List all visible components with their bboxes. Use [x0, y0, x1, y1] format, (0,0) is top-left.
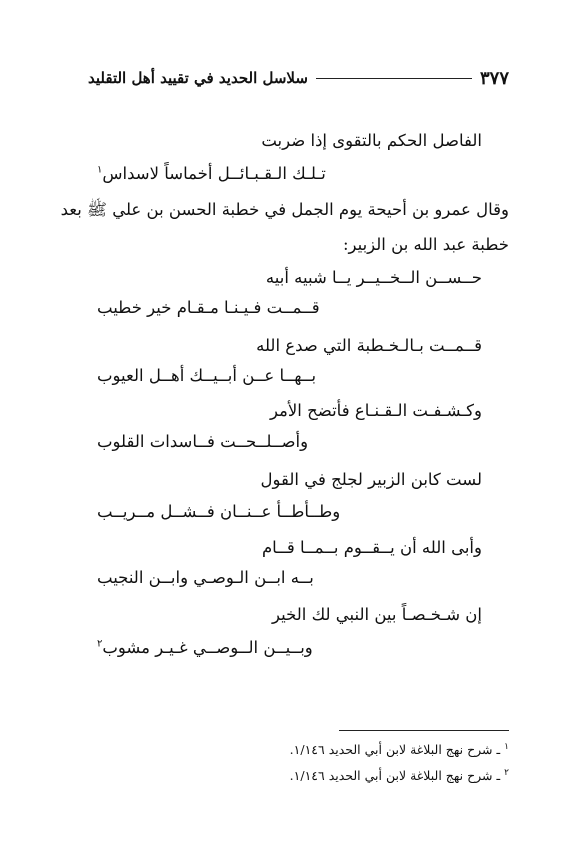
verse-second-hemistich	[97, 636, 313, 660]
footnote-number: ٢	[504, 767, 509, 778]
page-header	[88, 64, 509, 92]
verse-first-hemistich: وأبى الله أن يــقــوم بــمــا قــام	[261, 538, 482, 557]
verse-first-hemistich: إن شـخـصـاً بين النبي لك الخير	[272, 605, 482, 624]
page-number: ٣٧٧	[479, 67, 509, 89]
footnote	[290, 742, 509, 757]
verse-text: وبــيــن الــوصــي غـيـر مشوب	[102, 638, 313, 657]
verse-second-hemistich: وطــأطــأ عــنــان فــشــل مــريــب	[97, 502, 341, 521]
verse-first-hemistich: وكـشـفـت الـقـنـاع فأتضح الأمر	[269, 401, 482, 420]
verse-first-hemistich: قــمــت بـالـخـطبة التي صدع الله	[256, 336, 482, 355]
verse-second-hemistich: بــه ابــن الـوصـي وابــن النجيب	[97, 568, 314, 587]
prose-line: وقال عمرو بن أحيحة يوم الجمل في خطبة الحسن بن علي ﷺ بعد	[60, 200, 509, 219]
prose-line: خطبة عبد الله بن الزبير:	[342, 235, 509, 254]
verse-first-hemistich: لست كابن الزبير لجلج في القول	[260, 470, 482, 489]
verse-second-hemistich: بــهــا عــن أبــيــك أهــل العيوب	[97, 366, 317, 385]
running-title: سلاسل الحديد في تقييد أهل التقليد	[88, 69, 308, 87]
verse-second-hemistich: وأصــلــحــت فــاسدات القلوب	[97, 432, 309, 451]
verse-second-hemistich: قــمــت فـيـنـا مـقـام خير خطيب	[97, 298, 320, 317]
verse-text: تـلـك الـقـبـائــل أخماساً لاسداس	[102, 164, 326, 183]
footnote-marker: ١	[97, 164, 103, 176]
footnote-text: ـ شرح نهج البلاغة لابن أبي الحديد ١/١٤٦.	[289, 742, 501, 757]
footnote-rule	[339, 730, 509, 731]
footnote	[290, 768, 509, 783]
verse-first-hemistich: حــســن الــخــيــر يــا شبيه أبيه	[265, 268, 482, 287]
verse-line	[97, 162, 326, 186]
verse-line: الفاصل الحكم بالتقوى إذا ضربت	[261, 131, 482, 150]
footnote-text: ـ شرح نهج البلاغة لابن أبي الحديد ١/١٤٦.	[289, 768, 501, 783]
header-rule	[316, 78, 472, 79]
footnote-marker: ٢	[97, 638, 103, 650]
footnote-number: ١	[504, 741, 509, 752]
